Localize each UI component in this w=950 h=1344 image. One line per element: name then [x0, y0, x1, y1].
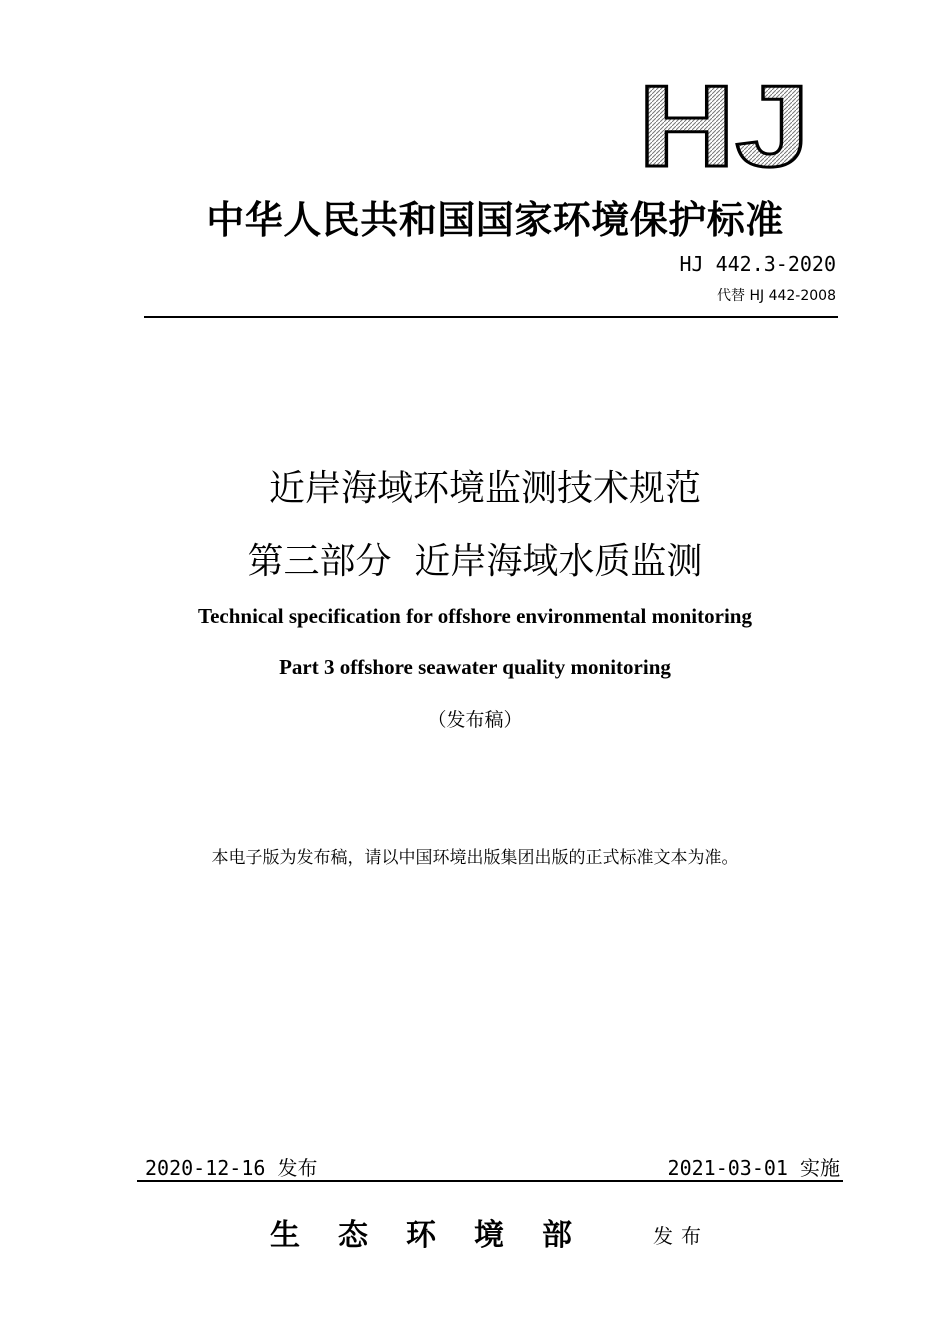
title-zh-line-1: 近岸海域环境监测技术规范 — [268, 468, 701, 509]
issuer-name: 生态环境部 — [270, 1218, 610, 1253]
standard-code: HJ 442.3-2020 — [679, 252, 836, 276]
effective-date: 2021-03-01 实施 — [667, 1156, 840, 1180]
hj-logo — [636, 78, 812, 170]
title-en-line-2: Part 3 offshore seawater quality monitoring — [279, 655, 671, 679]
replaces-note: 代替 HJ 442-2008 — [717, 288, 836, 304]
footer-divider — [137, 1180, 843, 1182]
title-en-line-1: Technical specification for offshore environmental monitoring — [198, 604, 752, 628]
draft-status: （发布稿） — [427, 709, 523, 731]
svg-text:HJ: HJ — [638, 78, 810, 170]
title-zh-line-2: 第三部分 近岸海域水质监测 — [247, 541, 703, 582]
issue-date: 2020-12-16 发布 — [145, 1156, 318, 1180]
header-divider — [144, 316, 838, 318]
electronic-version-notice: 本电子版为发布稿，请以中国环境出版集团出版的正式标准文本为准。 — [211, 848, 739, 868]
issuer-suffix: 发布 — [653, 1224, 709, 1248]
standard-category-title: 中华人民共和国国家环境保护标准 — [206, 197, 784, 242]
